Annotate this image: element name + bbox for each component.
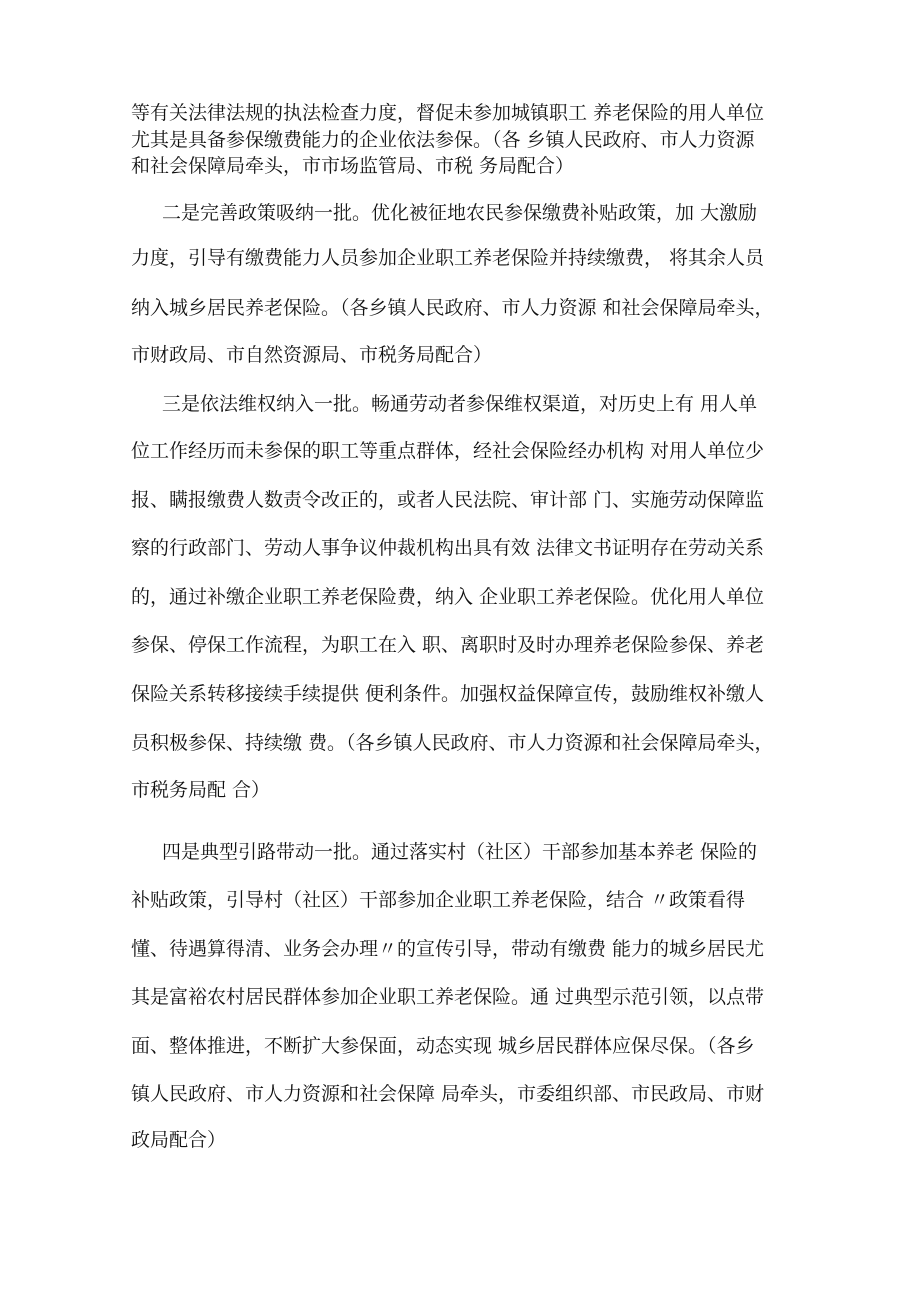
paragraph-4-line-4: 其是富裕农村居民群体参加企业职工养老保险。通 过典型示范引领，以点带: [131, 986, 765, 1008]
paragraph-3-line-5: 的，通过补缴企业职工养老保险费，纳入 企业职工养老保险。优化用人单位: [131, 586, 765, 608]
paragraph-3-line-9: 市税务局配 合）: [131, 779, 271, 801]
paragraph-1-line-3: 和社会保障局牵头，市市场监管局、市税 务局配合）: [131, 155, 575, 177]
paragraph-3-line-1: 三是依法维权纳入一批。畅通劳动者参保维权渠道，对历史上有 用人单: [162, 393, 758, 415]
paragraph-4-line-3: 懂、待遇算得清、业务会办理〃的宣传引导，带动有缴费 能力的城乡居民尤: [131, 938, 765, 960]
paragraph-4-line-7: 政局配合）: [131, 1129, 227, 1151]
paragraph-3-line-4: 察的行政部门、劳动人事争议仲裁机构出具有效 法律文书证明存在劳动关系: [131, 537, 765, 559]
paragraph-3-line-7: 保险关系转移接续手续提供 便利条件。加强权益保障宣传，鼓励维权补缴人: [131, 683, 765, 705]
paragraph-2-line-2: 力度，引导有缴费能力人员参加企业职工养老保险并持续缴费， 将其余人员: [131, 247, 765, 269]
paragraph-1-line-2: 尤其是具备参保缴费能力的企业依法参保。（各 乡镇人民政府、市人力资源: [131, 129, 755, 151]
paragraph-4-line-5: 面、整体推进，不断扩大参保面，动态实现 城乡居民群体应保尽保。（各乡: [131, 1035, 755, 1057]
paragraph-3-line-8: 员积极参保、持续缴 费。（各乡镇人民政府、市人力资源和社会保障局牵头，: [131, 732, 774, 754]
paragraph-2-line-3: 纳入城乡居民养老保险。（各乡镇人民政府、市人力资源 和社会保障局牵头，: [131, 297, 774, 319]
paragraph-4-line-1: 四是典型引路带动一批。通过落实村（社区）干部参加基本养老 保险的: [162, 841, 758, 863]
paragraph-4-line-6: 镇人民政府、市人力资源和社会保障 局牵头，市委组织部、市民政局、市财: [131, 1083, 765, 1105]
paragraph-1-line-1: 等有关法律法规的执法检查力度，督促未参加城镇职工 养老保险的用人单位: [131, 102, 765, 124]
paragraph-2-line-1: 二是完善政策吸纳一批。优化被征地农民参保缴费补贴政策，加 大激励: [162, 202, 758, 224]
paragraph-3-line-2: 位工作经历而未参保的职工等重点群体，经社会保险经办机构 对用人单位少: [131, 440, 765, 462]
paragraph-3-line-3: 报、瞒报缴费人数责令改正的，或者人民法院、审计部 门、实施劳动保障监: [131, 489, 765, 511]
paragraph-2-line-4: 市财政局、市自然资源局、市税务局配合）: [131, 344, 493, 366]
paragraph-3-line-6: 参保、停保工作流程，为职工在入 职、离职时及时办理养老保险参保、养老: [131, 634, 765, 656]
paragraph-4-line-2: 补贴政策，引导村（社区）干部参加企业职工养老保险，结合 〃政策看得: [131, 889, 746, 911]
